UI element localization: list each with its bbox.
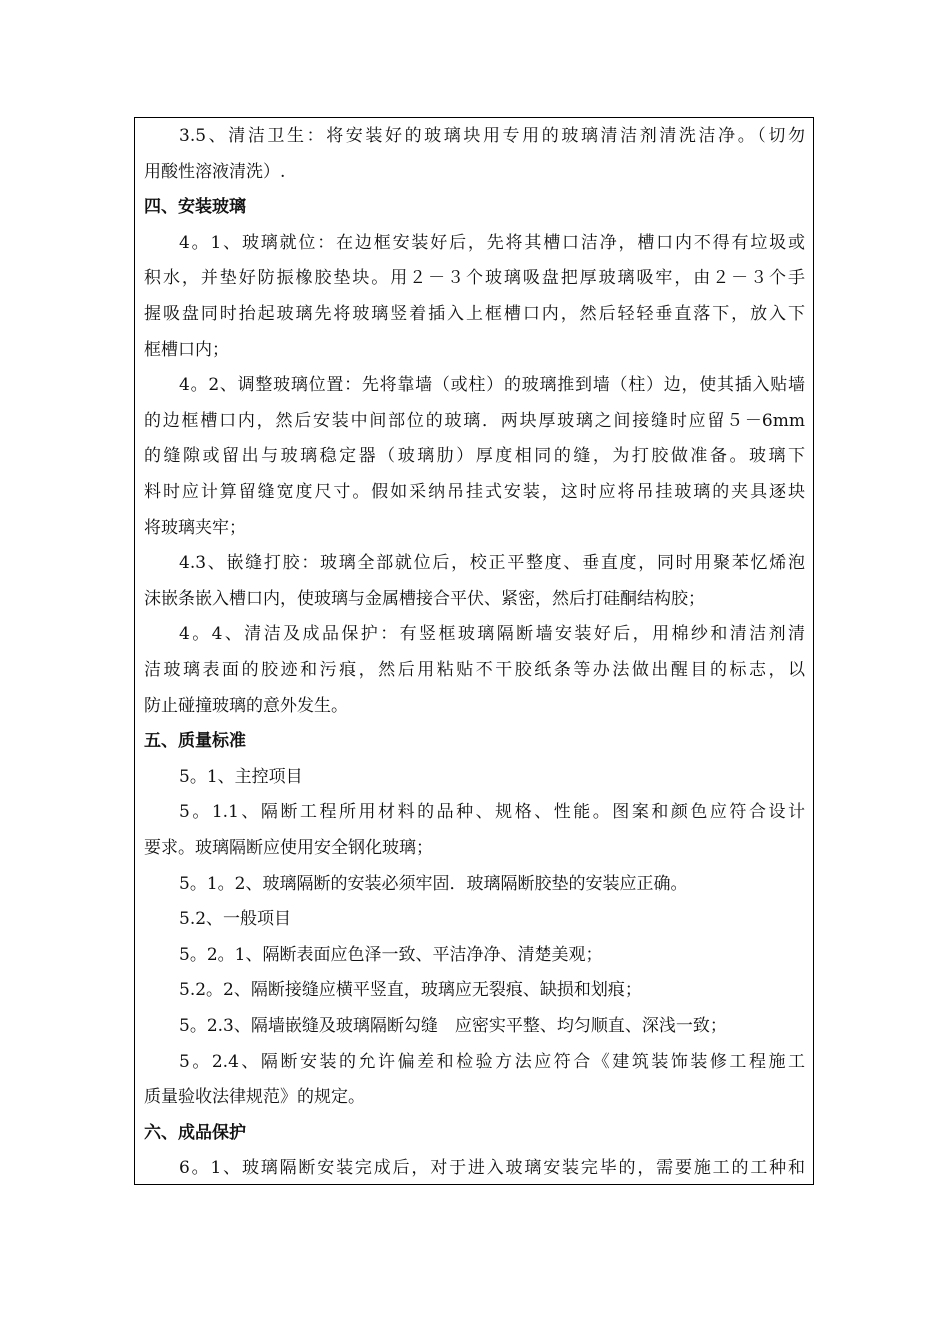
paragraph-line: 握吸盘同时抬起玻璃先将玻璃竖着插入上框槽口内，然后轻轻垂直落下，放入下: [144, 304, 805, 324]
paragraph-line: 的缝隙或留出与玻璃稳定器（玻璃肋）厚度相同的缝，为打胶做准备。玻璃下: [144, 446, 805, 467]
paragraph-line: 积水，并垫好防振橡胶垫块。用２－３个玻璃吸盘把厚玻璃吸牢，由２－３个手: [144, 268, 805, 289]
document-table-cell: [134, 117, 814, 1185]
paragraph-line: 5。1。2、玻璃隔断的安装必须牢固．玻璃隔断胶垫的安装应正确。: [179, 873, 688, 894]
paragraph-line: 5。2.3、隔墙嵌缝及玻璃隔断勾缝 应密实平整、均匀顺直、深浅一致；: [179, 1016, 727, 1036]
paragraph-line: 4。4、清洁及成品保护：有竖框玻璃隔断墙安装好后，用棉纱和清洁剂清: [179, 624, 805, 645]
paragraph-line: 4.3、嵌缝打胶：玻璃全部就位后，校正平整度、垂直度，同时用聚苯忆烯泡: [179, 553, 805, 574]
section-heading: 五、质量标准: [144, 731, 246, 752]
paragraph-line: 用酸性溶液清洗）.: [144, 161, 286, 182]
section-heading: 四、安装玻璃: [144, 197, 246, 218]
paragraph-line: 防止碰撞玻璃的意外发生。: [144, 695, 348, 716]
paragraph-line: 框槽口内；: [144, 339, 229, 360]
paragraph-line: 5.2、一般项目: [179, 909, 292, 930]
paragraph-line: 的边框槽口内，然后安装中间部位的玻璃．两块厚玻璃之间接缝时应留５－6mm: [144, 410, 805, 431]
paragraph-line: 沫嵌条嵌入槽口内，使玻璃与金属槽接合平伏、紧密，然后打硅酮结构胶；: [144, 588, 705, 609]
paragraph-line: 质量验收法律规范》的规定。: [144, 1087, 365, 1108]
paragraph-line: 5。1、主控项目: [179, 766, 303, 787]
paragraph-line: 将玻璃夹牢；: [144, 517, 246, 538]
paragraph-line: 6。1、玻璃隔断安装完成后，对于进入玻璃安装完毕的，需要施工的工种和: [179, 1158, 805, 1179]
paragraph-line: 要求。玻璃隔断应使用安全钢化玻璃；: [144, 838, 433, 858]
paragraph-line: 5。2.4、隔断安装的允许偏差和检验方法应符合《建筑装饰装修工程施工: [179, 1051, 805, 1072]
paragraph-line: 4。1、玻璃就位：在边框安装好后，先将其槽口洁净，槽口内不得有垃圾或: [179, 232, 805, 253]
paragraph-line: 洁玻璃表面的胶迹和污痕，然后用粘贴不干胶纸条等办法做出醒目的标志，以: [144, 660, 805, 680]
paragraph-line: 3.5、清洁卫生：将安装好的玻璃块用专用的玻璃清洁剂清洗洁净。（切勿: [179, 126, 805, 146]
paragraph-line: 5。1.1、隔断工程所用材料的品种、规格、性能。图案和颜色应符合设计: [179, 802, 805, 823]
paragraph-line: 4。2、调整玻璃位置：先将靠墙（或柱）的玻璃推到墙（柱）边，使其插入贴墙: [179, 375, 805, 396]
paragraph-line: 5.2。2、隔断接缝应横平竖直，玻璃应无裂痕、缺损和划痕；: [179, 980, 642, 1001]
paragraph-line: 料时应计算留缝宽度尺寸。假如采纳吊挂式安装，这时应将吊挂玻璃的夹具逐块: [144, 482, 805, 502]
paragraph-line: 5。2。1、隔断表面应色泽一致、平洁净净、清楚美观；: [179, 944, 603, 965]
section-heading: 六、成品保护: [144, 1122, 246, 1143]
